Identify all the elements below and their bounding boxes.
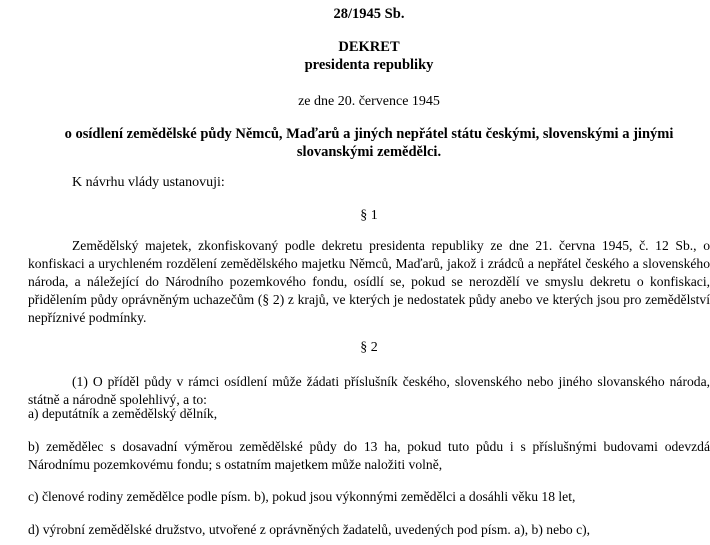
list-item: c) členové rodiny zemědělce podle písm. b), pokud jsou výkonnými zemědělci a dosáhli věku 18 let, — [28, 489, 576, 504]
section-2-paragraph — [28, 373, 710, 409]
section-1-paragraph-text: Zemědělský majetek, zkonfiskovaný podle dekretu presidenta republiky ze dne 21. června 1945, č. 12 Sb., o konfiskaci a urychleném rozdělení zemědělského majetku Němců, Maďarů, jakož i zrádců a nepřátel českého a slovenského národa, a náležející do Národního pozemkového fondu, osídlí se, pokud se nerozdělí ve smyslu dekretu o konfiskaci, přidělením půdy oprávněným uchazečům (§ 2) z krajů, ve kterých je nedostatek půdy anebo ve kterých jsou pro zemědělství nepříznivé podmínky. — [28, 238, 710, 325]
list-item: b) zemědělec s dosavadní výměrou zemědělské půdy do 13 ha, pokud tuto půdu i s příslušnými budovami odevzdá Národnímu pozemkovému fondu; s ostatním majetkem může naložiti volně, — [28, 439, 710, 472]
section-1-paragraph — [28, 237, 710, 327]
section-2-mark: § 2 — [360, 340, 378, 355]
section-1-mark: § 1 — [360, 208, 378, 223]
decree-subtitle: presidenta republiky — [304, 57, 434, 73]
list-item: d) výrobní zemědělské družstvo, utvořené z oprávněných žadatelů, uvedených pod písm. a), b) nebo c), — [28, 522, 591, 537]
document-number: 28/1945 Sb. — [333, 6, 405, 22]
decree-subject: o osídlení zemědělské půdy Němců, Maďarů a jiných nepřátel státu českými, slovenskými a jinými slovanskými zemědělci. — [64, 126, 674, 160]
section-2-paragraph-text: (1) O příděl půdy v rámci osídlení může žádati příslušník českého, slovenského nebo jiného slovanského národa, státně a národně spolehlivý, a to: — [28, 374, 710, 407]
decree-date: ze dne 20. července 1945 — [298, 94, 440, 109]
intro-text: K návrhu vlády ustanovuji: — [72, 175, 225, 190]
decree-title: DEKRET — [338, 39, 400, 55]
list-item: a) deputátník a zemědělský dělník, — [28, 406, 218, 421]
